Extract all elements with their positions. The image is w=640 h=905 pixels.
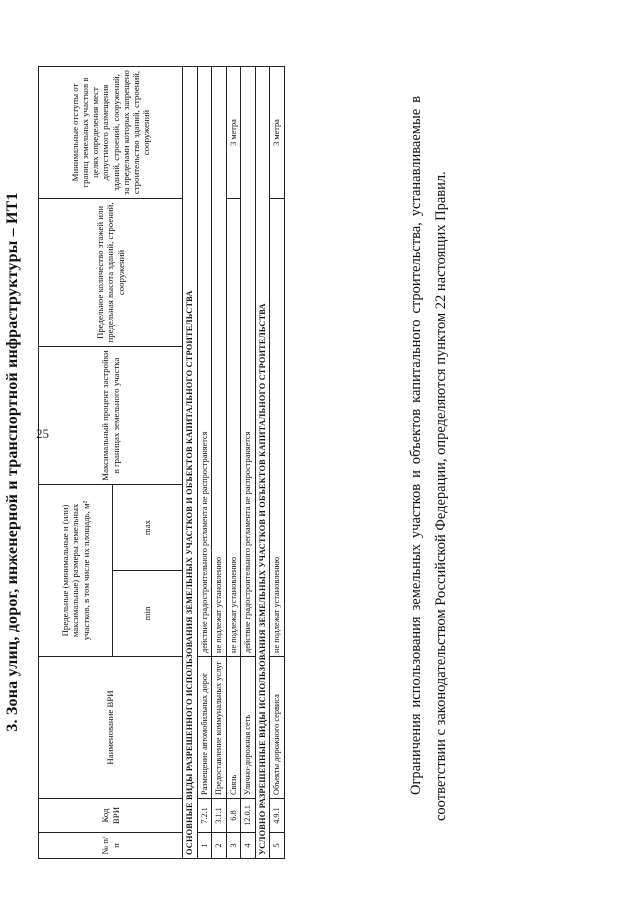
row-num: 3 [226,833,241,859]
rotated-page-content [4,57,640,867]
table-row [197,66,212,858]
row-name: Размещение автомобильных дорог [197,657,212,799]
header-code: Код ВРИ [39,799,183,833]
row-name: Предоставление коммунальных услуг [212,657,227,799]
row-params: действие градостроительного регламента не распространяется [241,66,256,656]
header-min: min [113,571,183,657]
row-num: 1 [197,833,212,859]
row-params: действие градостроительного регламента не распространяется [197,66,212,656]
row-code: 4.9.1 [270,799,285,833]
table-row [270,66,285,858]
row-code: 6.8 [226,799,241,833]
row-num: 4 [241,833,256,859]
header-size-group [39,484,113,656]
zone-title: 3. Зона улиц, дорог, инженерной и транспортной инфраструктуры – ИТ1 [4,192,21,732]
row-code: 3.1.1 [212,799,227,833]
header-setbacks: Минимальные отступы от границ земельных участков в целях определения мест допустимого размещения зданий, строений, сооружений, за пределами которых запрещено строительство зданий, строений, сооружений [39,66,183,198]
restrictions-paragraph: Ограничения использования земельных участков и объектов капитального строительства, устанавливаемые в соответствии с законодательством Российской Федерации, определяются пунктом 22 настоящих Правил. [407,96,449,821]
header-coverage: Максимальный процент застройки в границах земельного участка [39,346,183,484]
section-conditional-uses: УСЛОВНО РАЗРЕШЕННЫЕ ВИДЫ ИСПОЛЬЗОВАНИЯ ЗЕМЕЛЬНЫХ УЧАСТКОВ И ОБЪЕКТОВ КАПИТАЛЬНОГО СТРОИТЕЛЬСТВА [255,66,270,858]
header-size-group-text: Предельные (минимальные и (или) максимальные) размеры земельных участков, в том числе их площадь, м² [60,500,91,641]
row-num: 5 [270,833,285,859]
row-name: Объекты дорожного сервиса [270,657,285,799]
permitted-use-table [38,66,285,859]
row-name: Связь [226,657,241,799]
row-params: не подлежат установлению [212,66,227,656]
row-num: 2 [212,833,227,859]
table-row [241,66,256,858]
row-params: не подлежат установлению [226,198,241,656]
row-name: Улично-дорожная сеть [241,657,256,799]
header-name: Наименование ВРИ [39,657,183,799]
row-code: 12.0.1 [241,799,256,833]
table-row [212,66,227,858]
table-row [226,66,241,858]
header-floors: Предельное количество этажей или предельная высота зданий, строений, сооружений [39,198,183,346]
header-num: № п/п [39,833,183,859]
section-main-uses: ОСНОВНЫЕ ВИДЫ РАЗРЕШЕННОГО ИСПОЛЬЗОВАНИЯ ЗЕМЕЛЬНЫХ УЧАСТКОВ И ОБЪЕКТОВ КАПИТАЛЬНОГО СТРОИТЕЛЬСТВА [183,66,198,858]
page-number: 25 [36,426,49,441]
row-setback: 3 метра [226,66,241,198]
row-code: 7.2.1 [197,799,212,833]
header-max: max [113,484,183,570]
row-params: не подлежат установлению [270,198,285,656]
row-setback: 3 метра [270,66,285,198]
